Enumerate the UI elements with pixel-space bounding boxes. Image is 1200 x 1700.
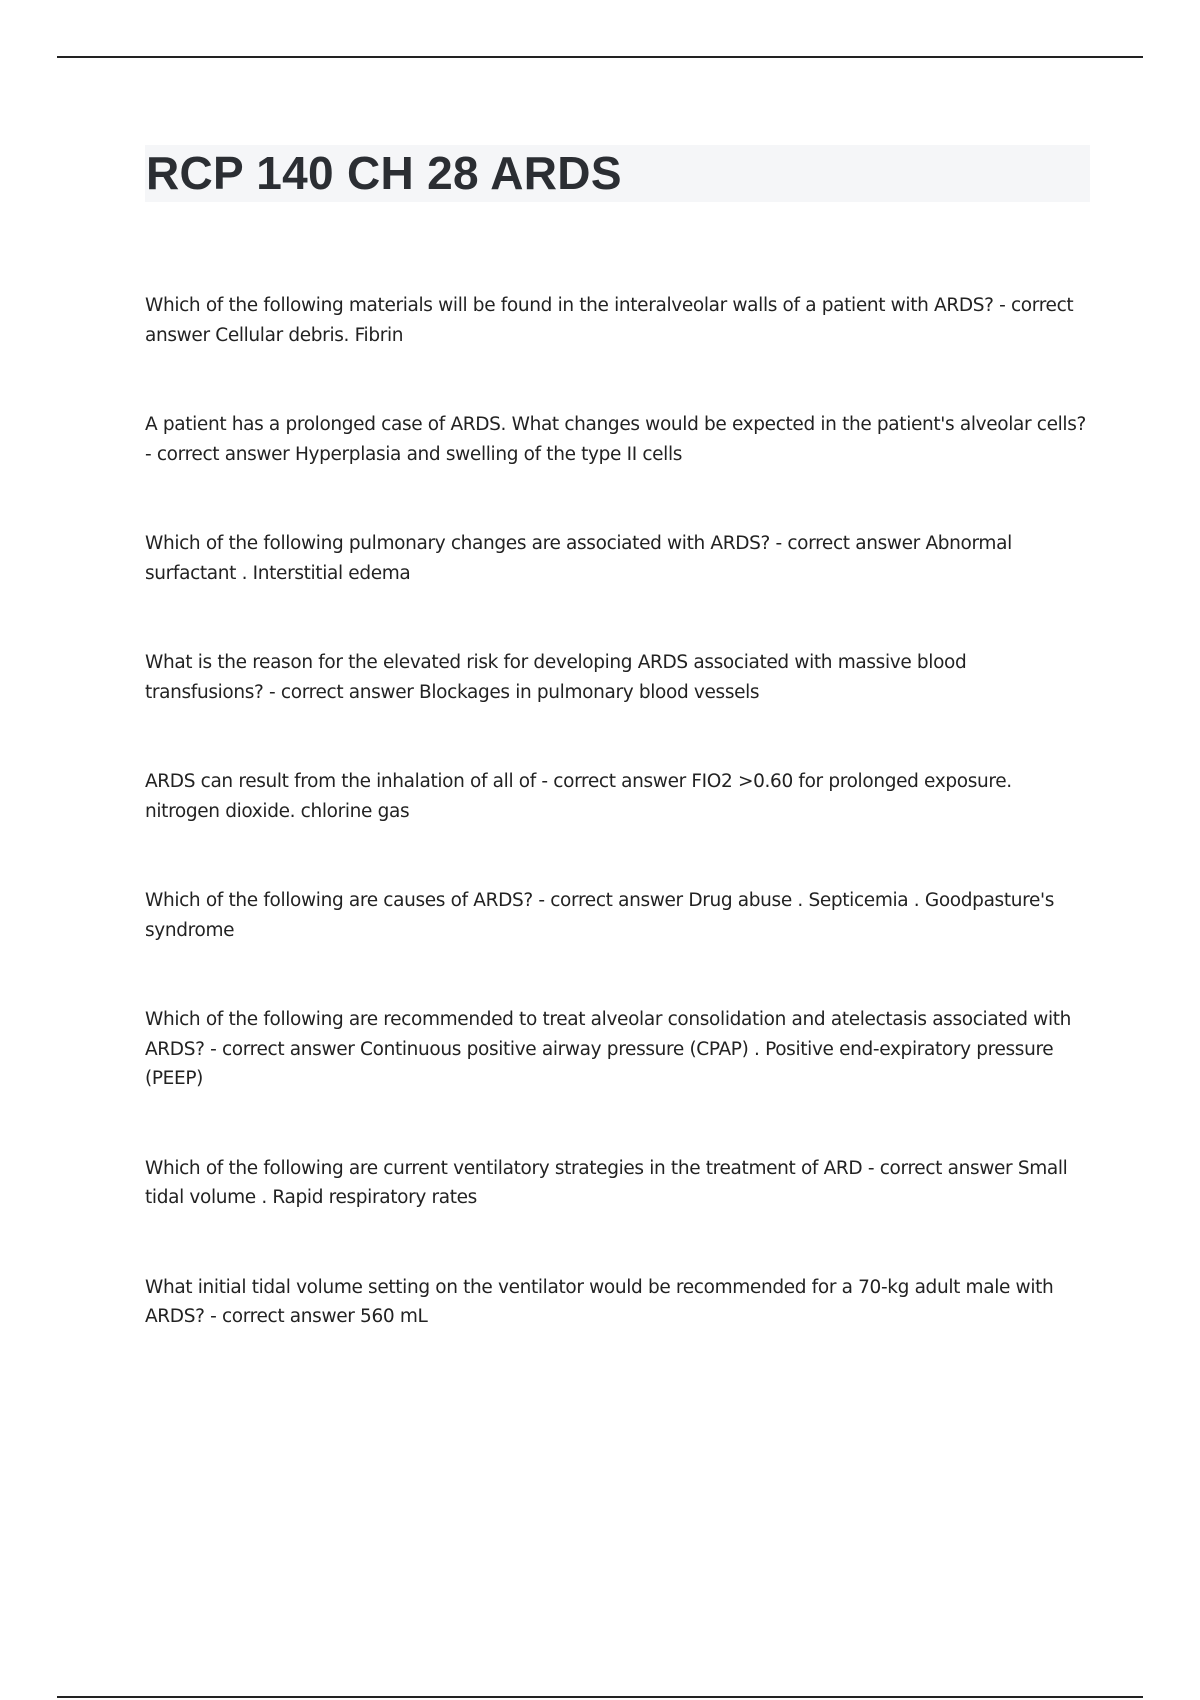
qa-list [145,291,1090,1392]
top-rule [57,56,1143,58]
qa-item: What is the reason for the elevated risk for developing ARDS associated with massive blood transfusions? - correct answer Blockages in pulmonary blood vessels [145,652,967,703]
qa-item: Which of the following pulmonary changes are associated with ARDS? - correct answer Abnormal surfactant . Interstitial edema [145,533,1012,584]
bottom-rule [57,1696,1143,1698]
qa-item: Which of the following are causes of ARDS? - correct answer Drug abuse . Septicemia . Goodpasture's syndrome [145,890,1055,941]
qa-item: Which of the following materials will be found in the interalveolar walls of a patient with ARDS? - correct answer Cellular debris. Fibrin [145,295,1074,346]
qa-item: Which of the following are current ventilatory strategies in the treatment of ARD - correct answer Small tidal volume . Rapid respiratory rates [145,1157,1068,1208]
qa-item: What initial tidal volume setting on the ventilator would be recommended for a 70-kg adult male with ARDS? - correct answer 560 mL [145,1276,1054,1327]
qa-item: A patient has a prolonged case of ARDS. What changes would be expected in the patient's alveolar cells? - correct answer Hyperplasia and swelling of the type II cells [145,414,1086,465]
qa-item: Which of the following are recommended to treat alveolar consolidation and atelectasis associated with ARDS? - correct answer Continuous positive airway pressure (CPAP) . Positive end-expiratory pressure (PEEP) [145,1009,1072,1089]
qa-item: ARDS can result from the inhalation of all of - correct answer FIO2 >0.60 for prolonged exposure. nitrogen dioxide. chlorine gas [145,771,1012,822]
page-title: RCP 140 CH 28 ARDS [146,147,622,199]
